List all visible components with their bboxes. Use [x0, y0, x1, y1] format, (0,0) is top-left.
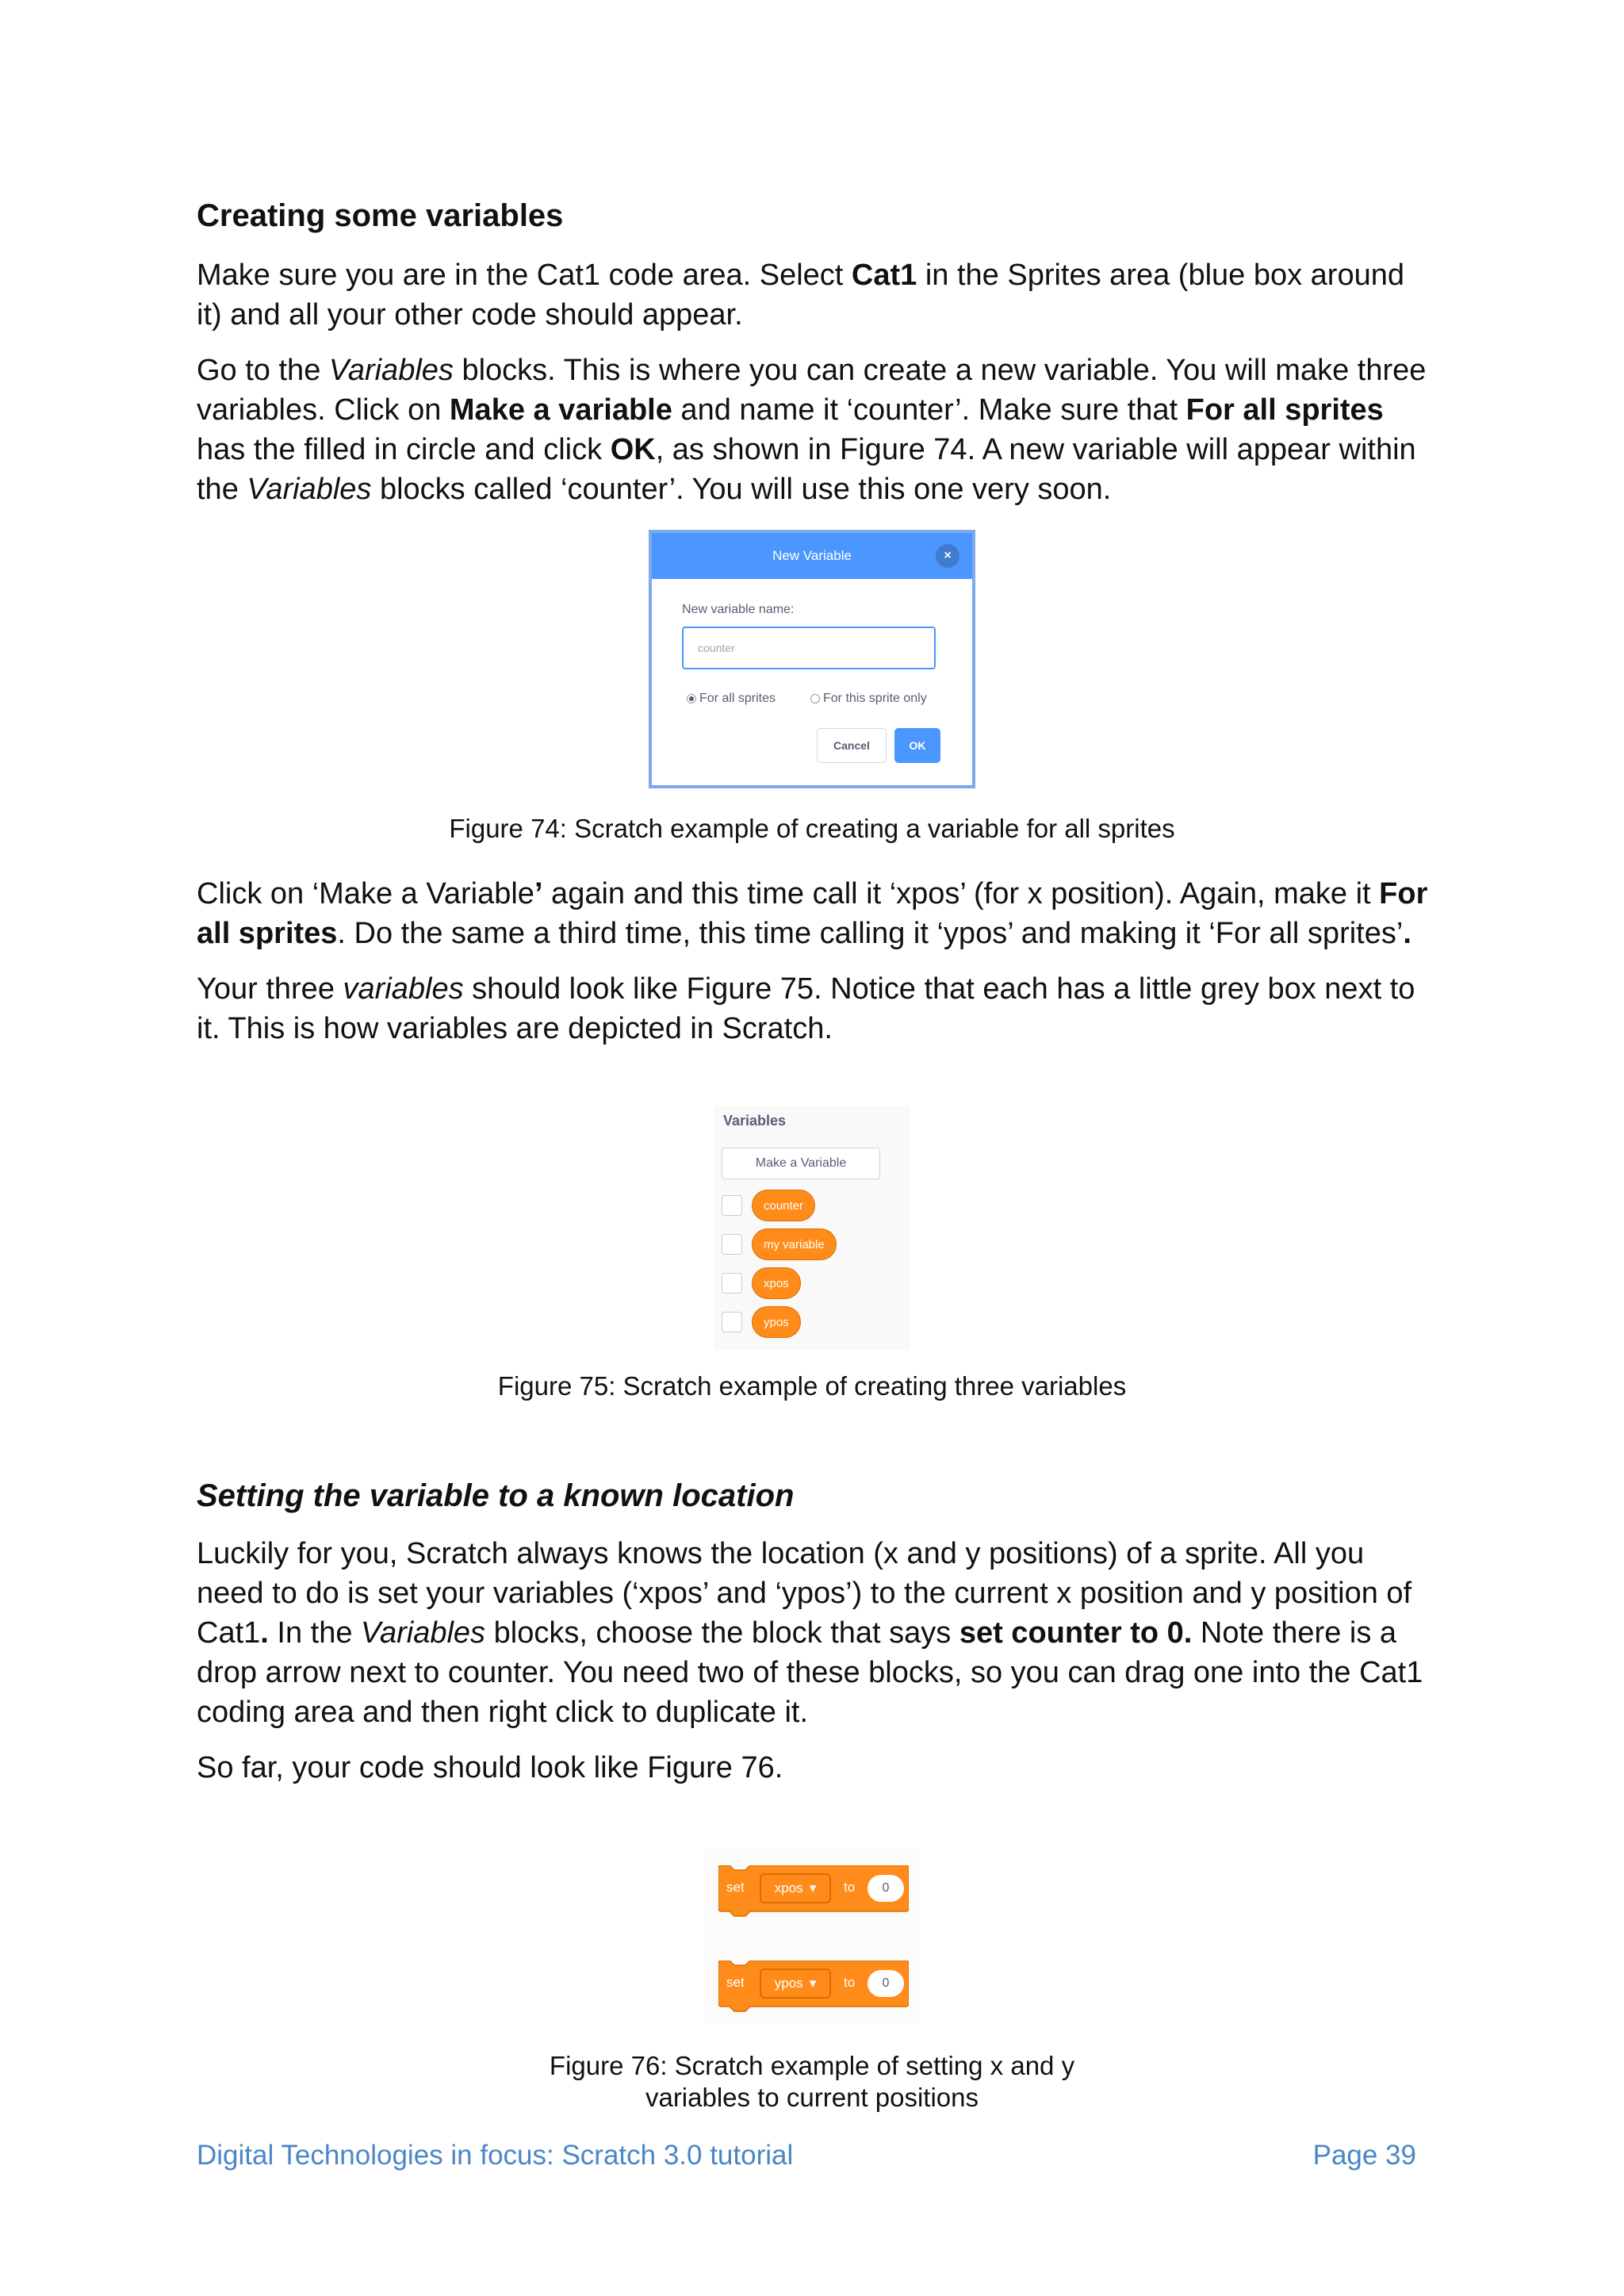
paragraph-make-xpos-ypos: Click on ‘Make a Variable’ again and this time call it ‘xpos’ (for x position). Again, make it For all sprites. Do the same a third time, this time calling it ‘ypos’ and making it ‘For all sprites’.	[197, 877, 1428, 950]
variable-row-counter[interactable]	[722, 1190, 815, 1221]
variable-checkbox[interactable]	[722, 1234, 742, 1255]
radio-unselected-icon	[810, 694, 820, 703]
to-label: to	[844, 1880, 856, 1895]
figure-74-caption: Figure 74: Scratch example of creating a variable for all sprites	[449, 814, 1175, 843]
variable-block-my-variable[interactable]: my variable	[752, 1228, 837, 1260]
variable-checkbox[interactable]	[722, 1195, 742, 1216]
variable-dropdown[interactable]: xpos ▾	[760, 1873, 831, 1903]
footer-page-number: Page 39	[1312, 2140, 1416, 2171]
variable-row-xpos[interactable]	[722, 1267, 801, 1299]
variable-block-xpos[interactable]: xpos	[752, 1267, 801, 1299]
variable-dropdown[interactable]: ypos ▾	[760, 1968, 831, 1999]
cancel-button[interactable]: Cancel	[817, 728, 887, 763]
variables-palette	[714, 1106, 910, 1349]
paragraph-select-cat1: Make sure you are in the Cat1 code area. Select Cat1 in the Sprites area (blue box around it) and all your other code should appear.	[197, 259, 1404, 332]
radio-for-all-sprites[interactable]: For all sprites	[687, 692, 776, 706]
set-label: set	[726, 1975, 745, 1990]
figure-76-caption: Figure 76: Scratch example of setting x and y variables to current positions	[549, 2051, 1075, 2112]
set-blocks-figure	[704, 1848, 920, 2024]
value-input[interactable]: 0	[868, 1970, 904, 1997]
radio-selected-icon	[687, 694, 696, 703]
palette-title: Variables	[723, 1113, 787, 1129]
paragraph-so-far: So far, your code should look like Figure 76.	[197, 1751, 783, 1784]
paragraph-go-to-variables: Go to the Variables blocks. This is where you can create a new variable. You will make three variables. Click on Make a variable and name it ‘counter’. Make sure that For all sprites has the filled in circle and click OK, as shown in Figure 74. A new variable will appear within the Variables blocks called ‘counter’. You will use this one very soon.	[197, 354, 1427, 506]
close-icon[interactable]: ×	[936, 544, 959, 568]
section-heading-known-location: Setting the variable to a known location	[197, 1478, 795, 1513]
new-variable-dialog	[649, 530, 975, 788]
variable-checkbox[interactable]	[722, 1273, 742, 1294]
set-ypos-block[interactable]	[718, 1961, 909, 2007]
dialog-title: New Variable	[772, 548, 852, 563]
dropdown-arrow-icon: ▾	[809, 1880, 817, 1895]
footer-title: Digital Technologies in focus: Scratch 3.0 tutorial	[197, 2140, 794, 2171]
variable-checkbox[interactable]	[722, 1312, 742, 1332]
to-label: to	[844, 1975, 856, 1990]
variable-block-ypos[interactable]: ypos	[752, 1306, 801, 1338]
variable-name-input[interactable]: counter	[682, 627, 936, 669]
paragraph-three-variables: Your three variables should look like Figure 75. Notice that each has a little grey box next to it. This is how variables are depicted in Scratch.	[197, 972, 1415, 1045]
paragraph-luckily-scratch: Luckily for you, Scratch always knows the location (x and y positions) of a sprite. All you need to do is set your variables (‘xpos’ and ‘ypos’) to the current x position and y position of Cat1. In the Variables blocks, choose the block that says set counter to 0. Note there is a drop arrow next to counter. You need two of these blocks, so you can drag one into the Cat1 coding area and then right click to duplicate it.	[197, 1537, 1423, 1729]
section-heading-creating-variables: Creating some variables	[197, 198, 564, 233]
value-input[interactable]: 0	[868, 1875, 904, 1902]
variable-block-counter[interactable]: counter	[752, 1190, 815, 1221]
variable-row-my-variable[interactable]	[722, 1228, 837, 1260]
make-variable-button[interactable]: Make a Variable	[722, 1148, 880, 1179]
figure-75-caption: Figure 75: Scratch example of creating three variables	[497, 1371, 1127, 1401]
set-xpos-block[interactable]	[718, 1865, 909, 1911]
dialog-header	[652, 533, 972, 579]
variable-row-ypos[interactable]	[722, 1306, 801, 1338]
set-label: set	[726, 1880, 745, 1895]
variable-name-label: New variable name:	[682, 603, 795, 616]
ok-button[interactable]: OK	[894, 728, 940, 763]
dropdown-arrow-icon: ▾	[809, 1976, 817, 1991]
radio-for-this-sprite[interactable]: For this sprite only	[810, 692, 927, 706]
